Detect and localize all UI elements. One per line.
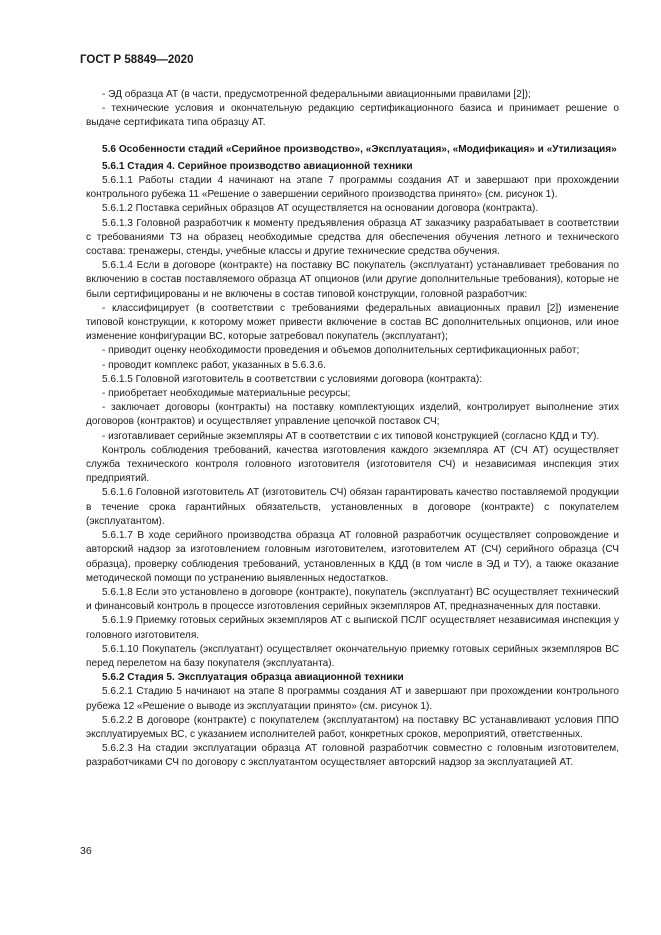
paragraph: 5.6.1.1 Работы стадии 4 начинают на этапе 7 программы создания АТ и завершают при прохождении контрольного рубежа 11 «Решение о завершении серийного производства принято» (см. рисунок 1). xyxy=(86,175,619,201)
list-item: - технические условия и окончательную редакцию сертификационного базиса и принимает решение о выдаче сертификата типа образцу АТ. xyxy=(86,103,619,129)
list-item: - проводит комплекс работ, указанных в 5.6.3.6. xyxy=(102,359,326,371)
paragraph: 5.6.1.3 Головной разработчик к моменту предъявления образца АТ заказчику разрабатывает в соответствии с требованиями ТЗ на образец необходимые средства для обеспечения обучения летного и технического состава: тренажеры, стенды, учебные классы и другие технические средства обучения. xyxy=(86,217,619,258)
paragraph: 5.6.1.6 Головной изготовитель АТ (изготовитель СЧ) обязан гарантировать качество поставляемой продукции в течение срока гарантийных обязательств, установленных в договоре (контракте) с покупателем (эксплуатантом). xyxy=(86,487,619,527)
list-item: - изготавливает серийные экземпляры АТ в соответствии с их типовой конструкцией (согласно КДД и ТУ). xyxy=(102,430,600,442)
list-item: - ЭД образца АТ (в части, предусмотренной федеральными авиационными правилами [2]); xyxy=(102,89,531,100)
list-item: - приводит оценку необходимости проведения и объемов дополнительных сертификационных работ; xyxy=(102,345,580,357)
paragraph: 5.6.2.3 На стадии эксплуатации образца АТ головной разработчик совместно с головным изготовителем, разработчиками СЧ по договору с эксплуатантом осуществляет авторский надзор за эксплуатацией АТ. xyxy=(86,743,619,769)
paragraph: 5.6.1.7 В ходе серийного производства образца АТ головной разработчик осуществляет сопровождение и авторский надзор за изготовлением головным изготовителем, изготовителем АТ (СЧ) серийного образца (СЧ образца), проверку соблюдения требований, установленных в КДД (в том числе в ЭД и ТУ), а также оказание методической помощи по устранению выявленных недостатков. xyxy=(86,530,619,584)
page-number: 36 xyxy=(80,845,92,857)
paragraph: 5.6.1.10 Покупатель (эксплуатант) осуществляет окончательную приемку готовых серийных экземпляров ВС перед перелетом на базу покупателя (эксплуатанта). xyxy=(86,643,619,669)
paragraph: 5.6.1.4 Если в договоре (контракте) на поставку ВС покупатель (эксплуатант) устанавливает требования по включению в состав поставляемого образца АТ опционов (или другие дополнительные требования), которые не были сертифицированы и не включены в состав типовой конструкции, головной разработчик: xyxy=(86,260,619,300)
document-body xyxy=(86,88,619,771)
section-heading: 5.6 Особенности стадий «Серийное производство», «Эксплуатация», «Модификация» и «Утилизация» xyxy=(102,143,617,155)
paragraph: 5.6.1.8 Если это установлено в договоре (контракте), покупатель (эксплуатант) ВС осуществляет технический и финансовый контроль в процессе изготовления серийных экземпляров АТ, предназначенных для поставки. xyxy=(86,586,619,613)
subsection-heading: 5.6.1 Стадия 4. Серийное производство авиационной техники xyxy=(102,160,413,172)
paragraph: Контроль соблюдения требований, качества изготовления каждого экземпляра АТ (СЧ АТ) осуществляет служба технического контроля головного изготовителя (изготовителя СЧ) и независимая инспекция этих предприятий. xyxy=(86,444,619,485)
subsection-heading: 5.6.2 Стадия 5. Эксплуатация образца авиационной техники xyxy=(102,672,404,684)
paragraph: 5.6.2.2 В договоре (контракте) с покупателем (эксплуатантом) на поставку ВС устанавливают условия ППО эксплуатируемых ВС, с указанием исполнителей работ, конкретных сроков, мероприятий, ответственных. xyxy=(86,714,619,740)
paragraph: 5.6.1.2 Поставка серийных образцов АТ осуществляется на основании договора (контракта). xyxy=(102,203,539,215)
document-header: ГОСТ Р 58849—2020 xyxy=(80,54,194,66)
list-item: - заключает договоры (контракты) на поставку комплектующих изделий, контролирует выполнение этих договоров (контрактов) и осуществляет управление цепочкой поставок СЧ; xyxy=(86,402,619,428)
paragraph: 5.6.1.5 Головной изготовитель в соответствии с условиями договора (контракта): xyxy=(102,373,483,385)
list-item: - приобретает необходимые материальные ресурсы; xyxy=(102,388,351,400)
list-item: - классифицирует (в соответствии с требованиями федеральных авиационных правил [2]) изменение типовой конструкции, к которому может привести включение в состав ВС дополнительных опционов, или иное изменение конфигурации ВС, которые затребовал покупатель (эксплуатант); xyxy=(86,302,619,343)
paragraph: 5.6.1.9 Приемку готовых серийных экземпляров АТ с выпиской ПСЛГ осуществляет независимая инспекция у головного изготовителя. xyxy=(86,615,619,641)
paragraph: 5.6.2.1 Стадию 5 начинают на этапе 8 программы создания АТ и завершают при прохождении контрольного рубежа 12 «Решение о выводе из эксплуатации принято» (см. рисунок 1). xyxy=(86,686,619,712)
